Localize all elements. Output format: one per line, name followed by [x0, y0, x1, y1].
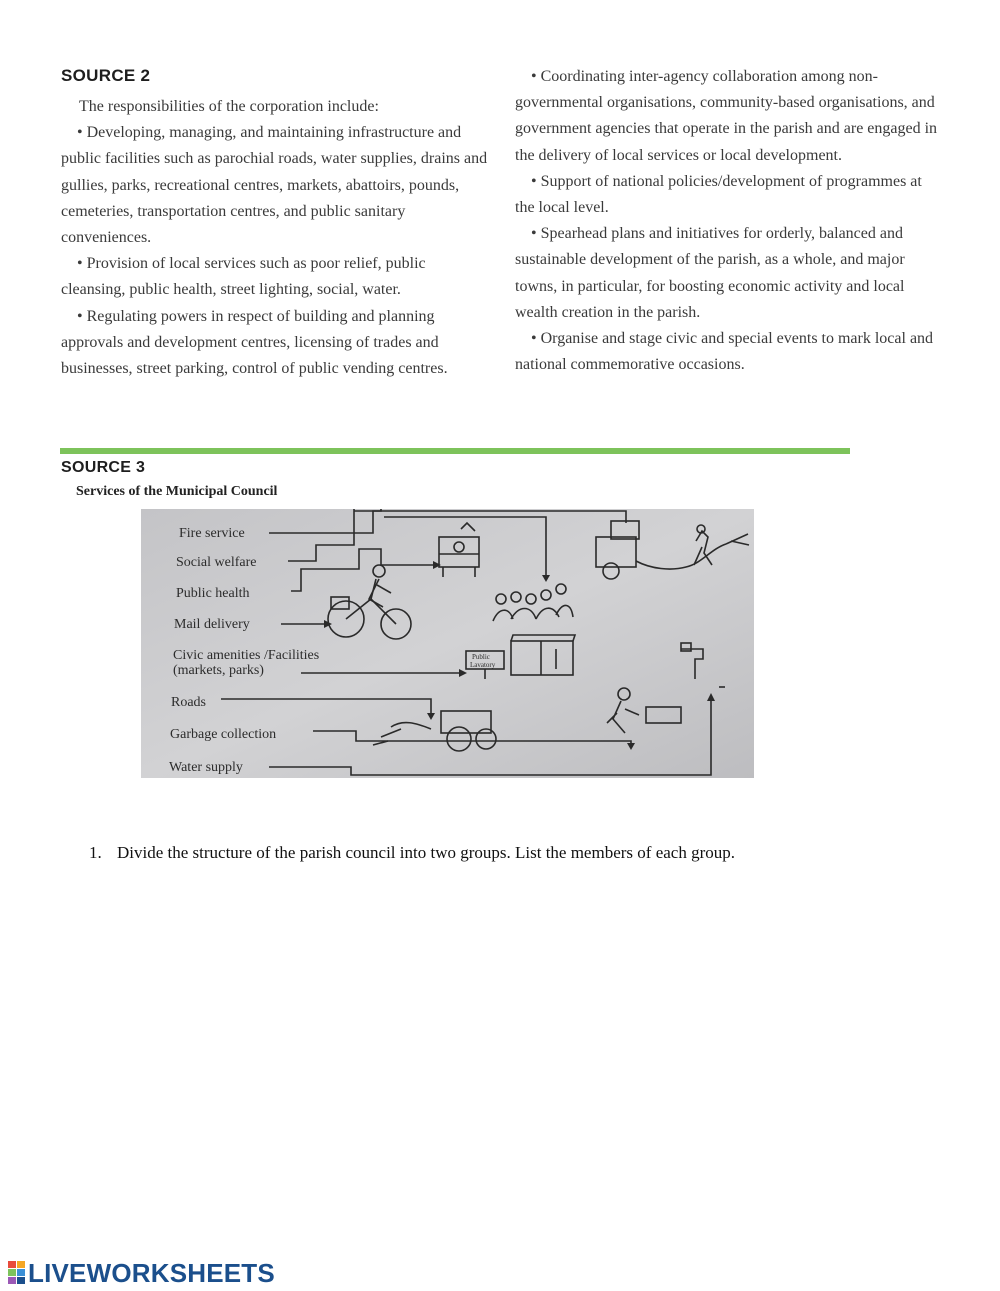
label-roads: Roads: [171, 695, 206, 710]
label-markets-parks: (markets, parks): [173, 663, 264, 678]
label-water-supply: Water supply: [169, 760, 243, 775]
liveworksheets-logo[interactable]: [8, 1258, 275, 1288]
source2-heading: SOURCE 2: [61, 66, 151, 85]
source2-bullet: • Organise and stage civic and special events to mark local and national commemorative occasions.: [515, 330, 934, 374]
source2-left-column: [61, 94, 493, 382]
label-fire-service: Fire service: [179, 526, 245, 541]
source3-heading: SOURCE 3: [61, 459, 146, 476]
brand-name: LIVEWORKSHEETS: [28, 1257, 275, 1288]
logo-badge-icon: [8, 1261, 26, 1285]
source2-intro: The responsibilities of the corporation include:: [79, 98, 379, 115]
question-number: 1.: [89, 843, 102, 862]
source2-bullet: • Regulating powers in respect of building and planning approvals and development centres, licensing of trades and businesses, street parking, control of public vending centres.: [61, 307, 448, 378]
source3-subtitle: Services of the Municipal Council: [76, 484, 278, 499]
municipal-services-diagram: [141, 509, 754, 778]
source2-bullet: • Coordinating inter-agency collaboration among non-governmental organisations, community-based organisations, and government agencies that operate in the parish and are engaged in the delivery of local services or local development.: [515, 68, 938, 164]
label-civic-amenities: Civic amenities /Facilities: [173, 648, 320, 663]
label-social-welfare: Social welfare: [176, 555, 257, 570]
section-divider: [60, 448, 850, 454]
source2-bullet: • Spearhead plans and initiatives for orderly, balanced and sustainable development of the parish, as a whole, and major towns, in particular, for boosting economic activity and local wealth creation in the parish.: [515, 225, 905, 321]
label-public-health: Public health: [176, 586, 250, 601]
source2-right-column: [515, 64, 943, 378]
question-text: Divide the structure of the parish council into two groups. List the members of each group.: [117, 843, 735, 862]
source2-bullet: • Support of national policies/development of programmes at the local level.: [515, 172, 922, 217]
question-1: [89, 843, 735, 863]
label-mail-delivery: Mail delivery: [174, 617, 250, 632]
sign-text-line1: Public: [472, 653, 490, 661]
label-garbage-collection: Garbage collection: [170, 727, 277, 742]
source2-bullet: • Provision of local services such as poor relief, public cleansing, public health, street lighting, social, water.: [61, 255, 426, 299]
sign-text-line2: Lavatory: [470, 661, 496, 669]
source2-bullet: • Developing, managing, and maintaining infrastructure and public facilities such as parochial roads, water supplies, drains and gullies, parks, recreational centres, markets, abattoirs, pounds, cemeteries, transportation centres, and public sanitary conveniences.: [61, 124, 488, 247]
